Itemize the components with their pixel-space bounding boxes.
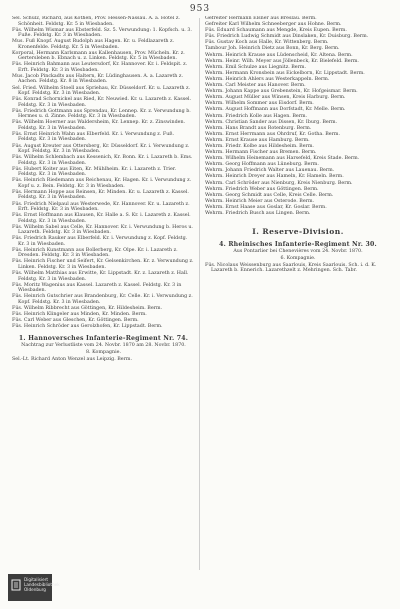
list-entry: Gefreiter Hermann Elsner aus Breslau. Berm. xyxy=(205,16,317,21)
list-entry: Füs. Wilhelm Ribbrecht aus Göttingen, Kr. Hildesheim. Berm. xyxy=(12,305,163,311)
list-entry: Füs. Friedrich Gottmann aus Sprendau, Kr. Lennep. Kr. z. Verwundung b. Hermes u. d. Zinne. Feldstg. Kr. 3 in Wiesbaden. xyxy=(12,108,191,120)
list-entry: Füs. Nicolaus Weissenburg aus Saarlouis, Kreis Saarlouis. Sch. i. d. K. Lazareth b. Ennerich. Lazarethzelt z. Mehringen. Sch. Tabr. xyxy=(205,262,377,273)
list-entry: Füs. Ernst Hoffmann aus Klausen, Kr. Halle a. S. Kr. i. Lazareth z. Kassel. Feldstg. Kr. 3 in Wiesbaden. xyxy=(12,213,191,224)
list-entry: Wehrm. Georg Hoffmann aus Lüneburg. Berm. xyxy=(205,162,319,168)
list-entry: Wehrm. Heinrich Ahlers aus Westerkappeln. Berm. xyxy=(205,76,330,82)
list-entry: Wehrm. Johann Friedrich Walter aus Lauenau. Berm. xyxy=(205,168,335,174)
list-entry: Sel.-Lt. Richard Anton Wenzel aus Leipzig. Berm. xyxy=(12,356,132,362)
list-entry: Füs. Friedrich Nielpaul aus Westerwede, Kr. Hannover. Kr. u. Lazareth z. Erft. Feldstg. Kr. 3 in Wiesbaden. xyxy=(12,201,190,212)
page-number: 953 xyxy=(189,4,211,14)
list-entry: Füs. Hermann Hoppe aus Reinsen, Kr. Minden. Kr. u. Lazareth z. Kassel. Feldstg. Kr. 3 in Wiesbaden. xyxy=(12,189,189,201)
list-entry: Füs. Heinrich Schröder aus Gerolzhofen, Kr. Lippstadt. Berm. xyxy=(12,324,163,330)
list-entry: Füs. Wilhelm Hoerner aus Waldersheim, Kr. Lennep. Kr. z. Zinswinden. Feldstg. Kr. 3 in Wiesbaden. xyxy=(12,120,186,131)
right-section-entries-list xyxy=(205,263,391,274)
left-section-title: 1. Hannoversches Infanterie-Regiment Nr. 74. xyxy=(18,334,189,342)
right-section-subtitle-1: Aus Pontarlier bei Chenevières vom 24. Novbr. 1870. xyxy=(233,248,363,254)
left-section-entries-list xyxy=(12,357,195,363)
list-entry: Wehrm. Christian Sander aus Dissen, Kr. Iburg. Berm. xyxy=(205,119,338,125)
list-entry: Wehrm. August Müller aus Winsen, Kreis Harburg. Berm. xyxy=(205,95,346,101)
list-entry: Füs. Konrad Schornickel aus Ried, Kr. Neuwied. Kr. u. Lazareth z. Kassel. Feldstg. Kr. 3 in Wiesbaden. xyxy=(12,97,192,108)
list-entry: Gefreiter Karl Wilhelm Schneeberger aus Hohne. Berm. xyxy=(205,22,342,28)
list-entry: Wehrm. Emil Schulze aus Liegnitz. Berm. xyxy=(205,64,307,70)
list-entry: Tambour Joh. Heinrich Dietz aus Bonn, Kr. Berg. Berm. xyxy=(205,46,340,52)
list-entry: Füs. Heinrich Kunstmann aus Bollerberg, Kr. Olpe. Kr. i. Lazareth z. Dresden. Feldstg. Kr. 3 in Wiesbaden. xyxy=(12,247,178,259)
list-entry: Füs. Friedrich Ludwig Schmidt aus Dinslaken, Kr. Duisburg. Berm. xyxy=(205,34,369,40)
right-entries-list xyxy=(205,16,391,217)
list-entry: Sel. Schulz, Richard, aus Kothen, Prov. Hessen-Nassau. A. a. Hotel z. Schönheit. Feldstg. Kr. 5 in Wiesbaden. xyxy=(12,16,180,27)
list-entry: Wehrm. Ernst Krause aus Hamburg. Berm. xyxy=(205,137,310,143)
right-section-title: 4. Rheinisches Infanterie-Regiment Nr. 30. xyxy=(219,240,377,248)
list-entry: Wehrm. Hermann Kronsbein aus Eickelborn, Kr. Lippstadt. Berm. xyxy=(205,70,365,76)
list-entry: Wehrm. Friedrich Weber aus Göttingen. Berm. xyxy=(205,186,319,192)
left-section-subtitle-2: 8. Kompagnie. xyxy=(86,349,121,355)
list-entry: Wehrm. Wilhelm Heinemann aus Harsefeld, Kreis Stade. Berm. xyxy=(205,156,360,162)
list-entry: Wehrm. August Hoffmann aus Dorfstadt, Kr. Melle. Berm. xyxy=(205,107,346,113)
list-entry: Füs. Wilhelm Sabel aus Celle, Kr. Hannover. Kr. i. Verwundung b. Heros u. Lazareth. Feldstg. Kr. 3 in Wiesbaden. xyxy=(12,224,193,236)
list-entry: Korporal, Hermann Karlsmann aus Kallenhausen, Prov. Mücheln. Kr. z. Gertersleben b. Ebnach u. z. Linken. Feldstg. Kr. 5 in Wiesbaden. xyxy=(12,50,185,62)
list-entry: Wehrm. Friedrich Busch aus Lingen. Berm. xyxy=(205,211,311,216)
list-entry: Wehrm. Hermann Fischer aus Bremen. Berm. xyxy=(205,150,317,156)
list-entry: Wehrm. Ernst Haase aus Goslar, Kr. Goslar. Berm. xyxy=(205,204,327,210)
library-stamp xyxy=(8,574,60,601)
list-entry: Wehrm. Heinr. Wilh. Meyer aus Jöllenbeck, Kr. Bielefeld. Berm. xyxy=(205,58,359,64)
list-entry: Füs. Carl Weber aus Gleschen, Kr. Göttingen. Berm. xyxy=(12,318,139,324)
list-entry: Wehrm. Heinrich Dreyer aus Hameln, Kr. Hameln. Berm. xyxy=(205,174,344,180)
list-entry: Füs. Eduard Schaumann aus Mengde, Kreis Eupen. Berm. xyxy=(205,28,347,34)
list-entry: Wehrm. Heinrich Meier aus Osterode. Berm. xyxy=(205,198,315,204)
list-entry: Füs. Heinrich Gutschrier aus Brandenburg, Kr. Celle. Kr. i. Verwundung z. Kopf. Feldstg. Kr. 3 in Wiesbaden. xyxy=(12,294,193,305)
list-entry: Füs. Heinrich Riedemann aus Reichenau, Kr. Hagen. Kr. i. Verwundung z. Kopf u. z. Bein. Feldstg. Kr. 3 in Wiesbaden. xyxy=(12,178,192,189)
list-entry: Mus. Jacob Pinckadts aus Haltern, Kr. Lüdinghausen. A. a. Lazareth z. Aachen. Feldstg. Kr. 8 in Wiesbaden. xyxy=(12,73,183,85)
stamp-line-2: Landesbibliothek xyxy=(24,582,60,587)
list-entry: Wehrm. Wilhelm Sommer aus Eisdorf. Berm. xyxy=(205,101,314,107)
list-entry: Füs. Heinrich Klingeler aus Minden, Kr. Minden. Berm. xyxy=(12,311,147,317)
list-entry: Wehrm. Hans Brandt aus Rotenburg. Berm. xyxy=(205,125,312,131)
library-logo-icon xyxy=(11,579,21,591)
list-entry: Füs. Friedrich Rauker aus Elberfeld. Kr. i. Verwundung z. Kopf. Feldstg. Kr. 3 in Wiesbaden. xyxy=(12,236,188,247)
stamp-line-1: Digitalisiert xyxy=(24,577,49,582)
list-entry: Füs. Gustav Koch aus Halle, Kr. Wittenberg. Berm. xyxy=(205,40,329,46)
list-entry: Füs. Ernst Heinrich Wahn aus Elberfeld. Kr. i. Verwundung z. Fuß. Feldstg. Kr. 3 in Wiesbaden. xyxy=(12,131,175,143)
list-entry: Füs. Hubert Koiter aus Eiten, Kr. Mühlheim. Kr. i. Lazareth z. Trier. Feldstg. Kr. 3 in Wiesbaden. xyxy=(12,166,177,178)
list-entry: Füs. Heinrich Bahmann aus Leutersdorf, Kr. Hannover. Kr. i. Feldspit. z. Erft. Feldstg. Kr. 3 in Wiesbaden. xyxy=(12,62,188,73)
list-entry: Wehrm. Johann Kappe aus Grebenstein, Kr. Hofgeismar. Berm. xyxy=(205,89,358,95)
column-divider xyxy=(199,18,200,570)
list-entry: Wehrm. Friedr. Kolbe aus Hildesheim. Berm. xyxy=(205,143,314,149)
right-section-subtitle-2: 6. Kompagnie. xyxy=(280,255,316,261)
list-entry: Wehrm. Georg Schmidt aus Celle, Kreis Celle. Berm. xyxy=(205,192,334,198)
list-entry: Wehrm. Heinrich Krause aus Lüdenscheid, Kr. Altena. Berm. xyxy=(205,52,353,58)
list-entry: Füs. Heinrich Fischer und Seifert, Kr. Gelsenkirchen. Kr. z. Verwundung z. Linken. Feldstg. Kr. 3 in Wiesbaden. xyxy=(12,259,194,270)
left-column xyxy=(12,16,195,576)
left-section-subtitle-1: Nachtrag zur Verlustliste vom 24. Novbr. 1870 am 28. Novbr. 1870. xyxy=(21,342,186,348)
list-entry: Füs. Wilhelm Matthias aus Erwitte, Kr. Lippstadt. Kr. z. Lazareth z. Hall. Feldstg. Kr. 3 in Wiesbaden. xyxy=(12,271,189,282)
division-title: I. Reserve-Division. xyxy=(252,226,344,236)
stamp-line-3: Oldenburg xyxy=(24,587,46,592)
list-entry: Wehrm. Friedrich Kolle aus Hagen. Berm. xyxy=(205,113,308,119)
list-entry: Füs. August Kreuter aus Ottersberg, Kr. Düsseldorf. Kr. i. Verwundung z. Kopf. Feldstg. Kr. 3 in Wiesbaden. xyxy=(12,143,190,155)
list-entry: Sel. Fried. Wilhelm Stoell aus Spriehau, Kr. Düsseldorf. Kr. u. Lazareth z. Kopf. Feldstg. Kr. 3 in Wiesbaden. xyxy=(12,85,191,97)
list-entry: Füs. Wilhelm Wismar aus Ebsterfeld. Sz. 5. Verwundung: 1. Kopfsch. u. 3. Fuße. Feldstg. Kr. 3 in Wiesbaden. xyxy=(12,27,192,39)
list-entry: Füs. Moritz Wagenius aus Kassel. Lazareth z. Kassel. Feldstg. Kr. 3 in Wiesbaden. xyxy=(12,282,182,294)
left-entries-list xyxy=(12,16,195,330)
list-entry: Füs. Wilhelm Schlembach aus Kessenich, Kr. Bonn. Kr. i. Lazareth b. Ems. Feldstg. Kr. 3 in Wiesbaden. xyxy=(12,155,193,166)
list-entry: Wehrm. Carl Meister aus Hanover. Berm. xyxy=(205,83,306,89)
right-column xyxy=(205,16,391,576)
list-entry: Wehrm. Ernst Herrmann aus Ohrdruf, Kr. Gotha. Berm. xyxy=(205,131,341,137)
list-entry: Wehrm. Carl Schröder aus Nienburg, Kreis Nienburg. Berm. xyxy=(205,180,353,186)
list-entry: Mus. Fuß Knopf. August Rudolph aus Hagen. Kr. u. Feldlazareth z. Kronenfelde. Feldstg. Kr. 5 in Wiesbaden. xyxy=(12,39,175,50)
